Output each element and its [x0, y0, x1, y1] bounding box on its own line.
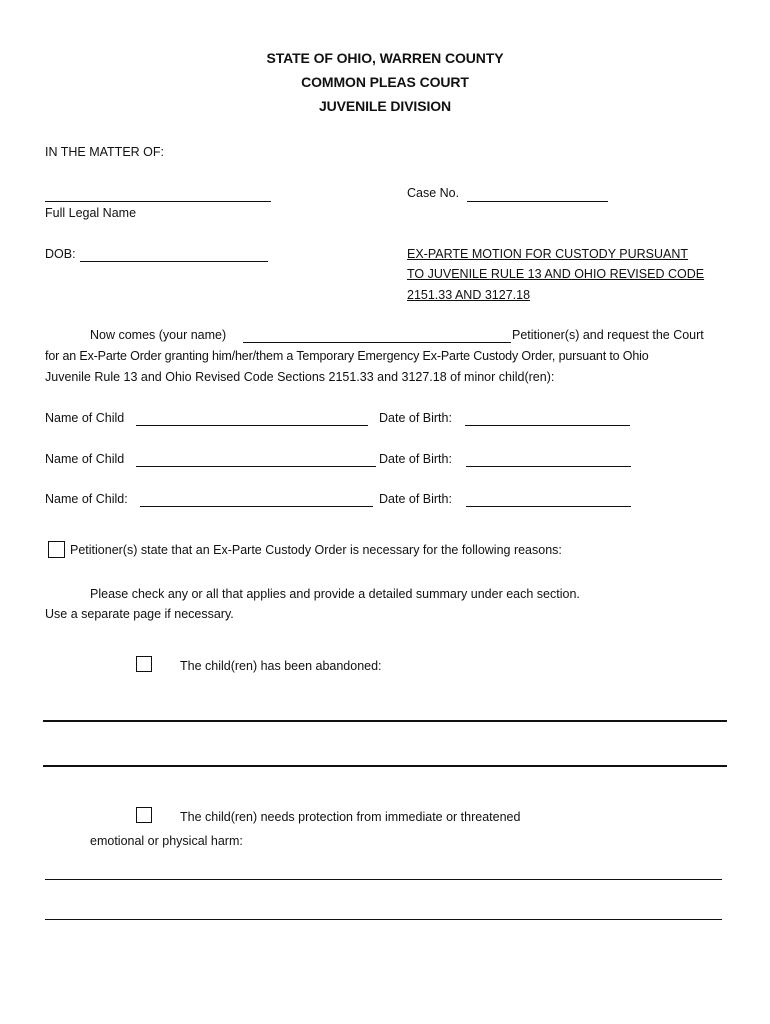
instructions-line2: Use a separate page if necessary.	[45, 607, 234, 621]
protection-checkbox[interactable]	[136, 807, 152, 823]
child-2-dob-label: Date of Birth:	[379, 452, 452, 466]
child-1-dob-field[interactable]	[465, 425, 630, 426]
abandoned-summary-line-1[interactable]	[43, 720, 727, 722]
petition-statement-checkbox[interactable]	[48, 541, 65, 558]
child-3-name-field[interactable]	[140, 506, 373, 507]
protection-summary-line-1[interactable]	[45, 879, 722, 880]
motion-title-line3: 2151.33 AND 3127.18	[407, 288, 531, 302]
court-name: COMMON PLEAS COURT	[301, 74, 469, 90]
full-legal-name-label: Full Legal Name	[45, 206, 137, 220]
child-1-name-field[interactable]	[136, 425, 368, 426]
court-division: JUVENILE DIVISION	[318, 98, 452, 114]
in-the-matter-label: IN THE MATTER OF:	[45, 145, 164, 159]
instructions-line1: Please check any or all that applies and provide a detailed summary under each section.	[90, 587, 580, 601]
full-legal-name-field[interactable]	[45, 201, 271, 202]
petitioner-name-field[interactable]	[243, 342, 511, 343]
protection-label: The child(ren) needs protection from immediate or threatened	[180, 810, 521, 824]
abandoned-summary-line-2[interactable]	[43, 765, 727, 767]
child-1-name-label: Name of Child	[45, 411, 125, 425]
dob-label: DOB:	[45, 247, 76, 261]
intro-line2: for an Ex-Parte Order granting him/her/them a Temporary Emergency Ex-Parte Custody Order, pursuant to Ohio	[45, 349, 649, 363]
child-3-dob-label: Date of Birth:	[379, 492, 452, 506]
intro-now-comes: Now comes (your name)	[90, 328, 227, 342]
child-2-dob-field[interactable]	[466, 466, 631, 467]
protection-summary-line-2[interactable]	[45, 919, 722, 920]
child-3-name-label: Name of Child:	[45, 492, 128, 506]
dob-field[interactable]	[80, 261, 268, 262]
petition-statement-label: Petitioner(s) state that an Ex-Parte Custody Order is necessary for the following reasons:	[70, 543, 562, 557]
protection-label-continued: emotional or physical harm:	[90, 834, 243, 848]
case-number-label: Case No.	[407, 186, 460, 200]
intro-line3: Juvenile Rule 13 and Ohio Revised Code Sections 2151.33 and 3127.18 of minor child(ren):	[45, 370, 555, 384]
child-2-name-label: Name of Child	[45, 452, 125, 466]
abandoned-label: The child(ren) has been abandoned:	[180, 659, 382, 673]
case-number-field[interactable]	[467, 201, 608, 202]
child-3-dob-field[interactable]	[466, 506, 631, 507]
court-state-county: STATE OF OHIO, WARREN COUNTY	[266, 50, 504, 66]
child-2-name-field[interactable]	[136, 466, 376, 467]
child-1-dob-label: Date of Birth:	[379, 411, 452, 425]
abandoned-checkbox[interactable]	[136, 656, 152, 672]
intro-petitioner-request: Petitioner(s) and request the Court	[512, 328, 704, 342]
motion-title-line1: EX-PARTE MOTION FOR CUSTODY PURSUANT	[407, 247, 689, 261]
motion-title-line2: TO JUVENILE RULE 13 AND OHIO REVISED CODE	[407, 267, 705, 281]
